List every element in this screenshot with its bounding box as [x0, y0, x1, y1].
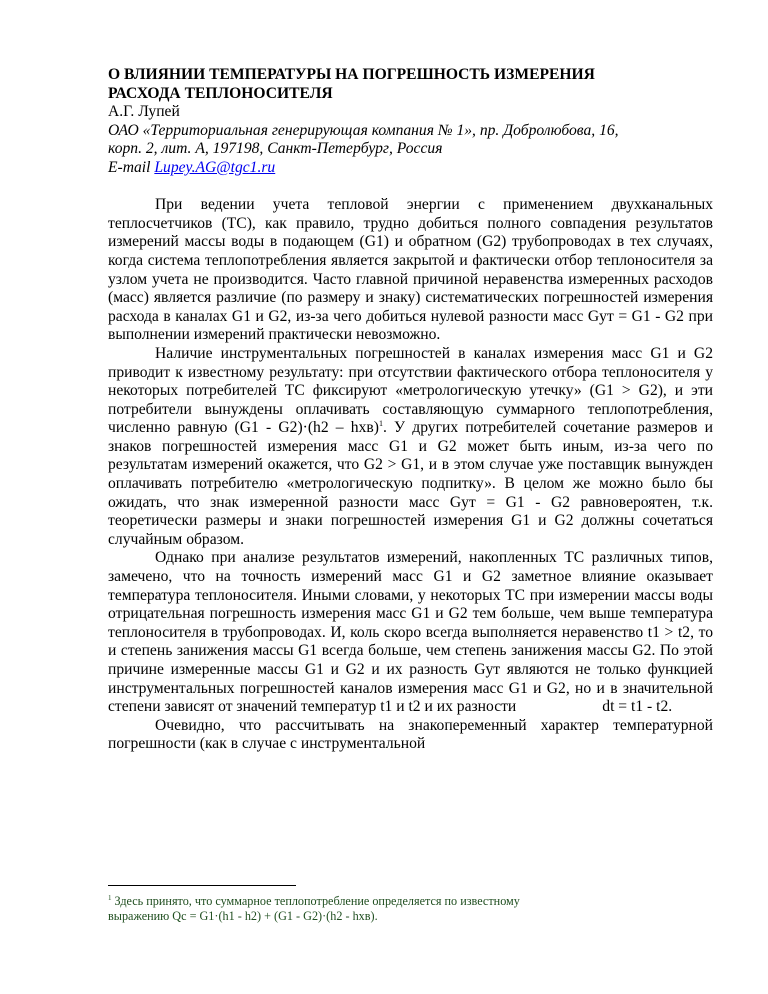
paragraph-1: При ведении учета тепловой энергии с применением двухканальных теплосчетчиков (ТС), как правило, трудно добиться полного совпадения результатов измерений массы воды в подающем (G1) и обратном (G2) трубопроводах в тех случаях, когда система теплопотребления является закрытой и фактически отбор теплоносителя за узлом учета не производится. Часто главной причиной неравенства измеренных расходов (масс) является различие (по размеру и знаку) систематических погрешностей измерения расхода в каналах G1 и G2, из-за чего добиться нулевой разности масс Gут = G1 - G2 при выполнении измерений практически невозможно. [108, 196, 713, 344]
author-name: А.Г. Лупей [108, 103, 180, 121]
paragraph-2-text-a: Наличие инструментальных погрешностей в каналах измерения масс G1 и G2 приводит к известному результату: при отсутствии фактического отбора теплоносителя у некоторых потребителей ТС фиксируют «метрологическую утечку» (G1 > G2), и эти потребители вынуждены оплачивать составляющую суммарного теплопотребления, численно равную (G1 - G2)·(h2 – hхв) [108, 344, 713, 437]
title-line-2: РАСХОДА ТЕПЛОНОСИТЕЛЯ [108, 84, 333, 102]
footnote-divider [108, 885, 296, 886]
spacer [108, 178, 713, 197]
paragraph-3-formula: dt = t1 - t2. [602, 698, 673, 716]
footnote-ref[interactable]: 1 [378, 419, 383, 429]
affiliation-line-1: ОАО «Территориальная генерирующая компания № 1», пр. Добролюбова, 16, [108, 121, 619, 139]
affiliation-line-2: корп. 2, лит. А, 197198, Санкт-Петербург, Россия [108, 140, 443, 158]
footnote-line-2: выражению Qс = G1·(h1 - h2) + (G1 - G2)·(h2 - hхв). [108, 909, 378, 924]
article-title [108, 66, 713, 103]
paragraph-4: Очевидно, что рассчитывать на знакопеременный характер температурной погрешности (как в случае с инструментальной [108, 716, 713, 753]
footnote-marker: 1 [108, 893, 112, 902]
paragraph-3 [108, 549, 713, 716]
email-label: E-mail [108, 158, 155, 176]
footnote [108, 894, 668, 925]
paragraph-3-text: Однако при анализе результатов измерений, накопленных ТС различных типов, замечено, что на точность измерений масс G1 и G2 заметное влияние оказывает температура теплоносителя. Иными словами, у некоторых ТС при измерении массы воды отрицательная погрешность измерения масс G1 и G2 тем больше, чем выше температура теплоносителя в трубопроводах. И, коль скоро всегда выполняется неравенство t1 > t2, то и степень занижения массы G1 всегда больше, чем степень занижения массы G2. По этой причине измеренные массы G1 и G2 и их разность Gут являются не только функцией инструментальных погрешностей каналов измерения масс G1 и G2, но и в значительной степени зависят от значений температур t1 и t2 и их разности [108, 549, 713, 716]
article-body [108, 66, 713, 754]
email-link[interactable]: Lupey.AG@tgc1.ru [154, 158, 276, 176]
paragraph-2 [108, 345, 713, 550]
email-line [108, 159, 713, 178]
title-line-1: О ВЛИЯНИИ ТЕМПЕРАТУРЫ НА ПОГРЕШНОСТЬ ИЗМЕРЕНИЯ [108, 66, 595, 83]
paragraph-2-text-b: . У других потребителей сочетание размеров и знаков погрешностей измерения масс G1 и G2 может быть иным, из-за чего по результатам измерений окажется, что G2 > G1, и в этом случае уже поставщик вынужден оплачивать потребителю «метрологическую подпитку». В целом же можно было бы ожидать, что знак измеренной разности масс Gут = G1 - G2 равновероятен, т.к. теоретически размеры и знаки погрешностей измерения G1 и G2 должны сочетаться случайным образом. [108, 419, 713, 548]
footnote-line-1 [108, 894, 668, 909]
footnote-text-1: Здесь принято, что суммарное теплопотребление определяется по известному [111, 894, 520, 908]
